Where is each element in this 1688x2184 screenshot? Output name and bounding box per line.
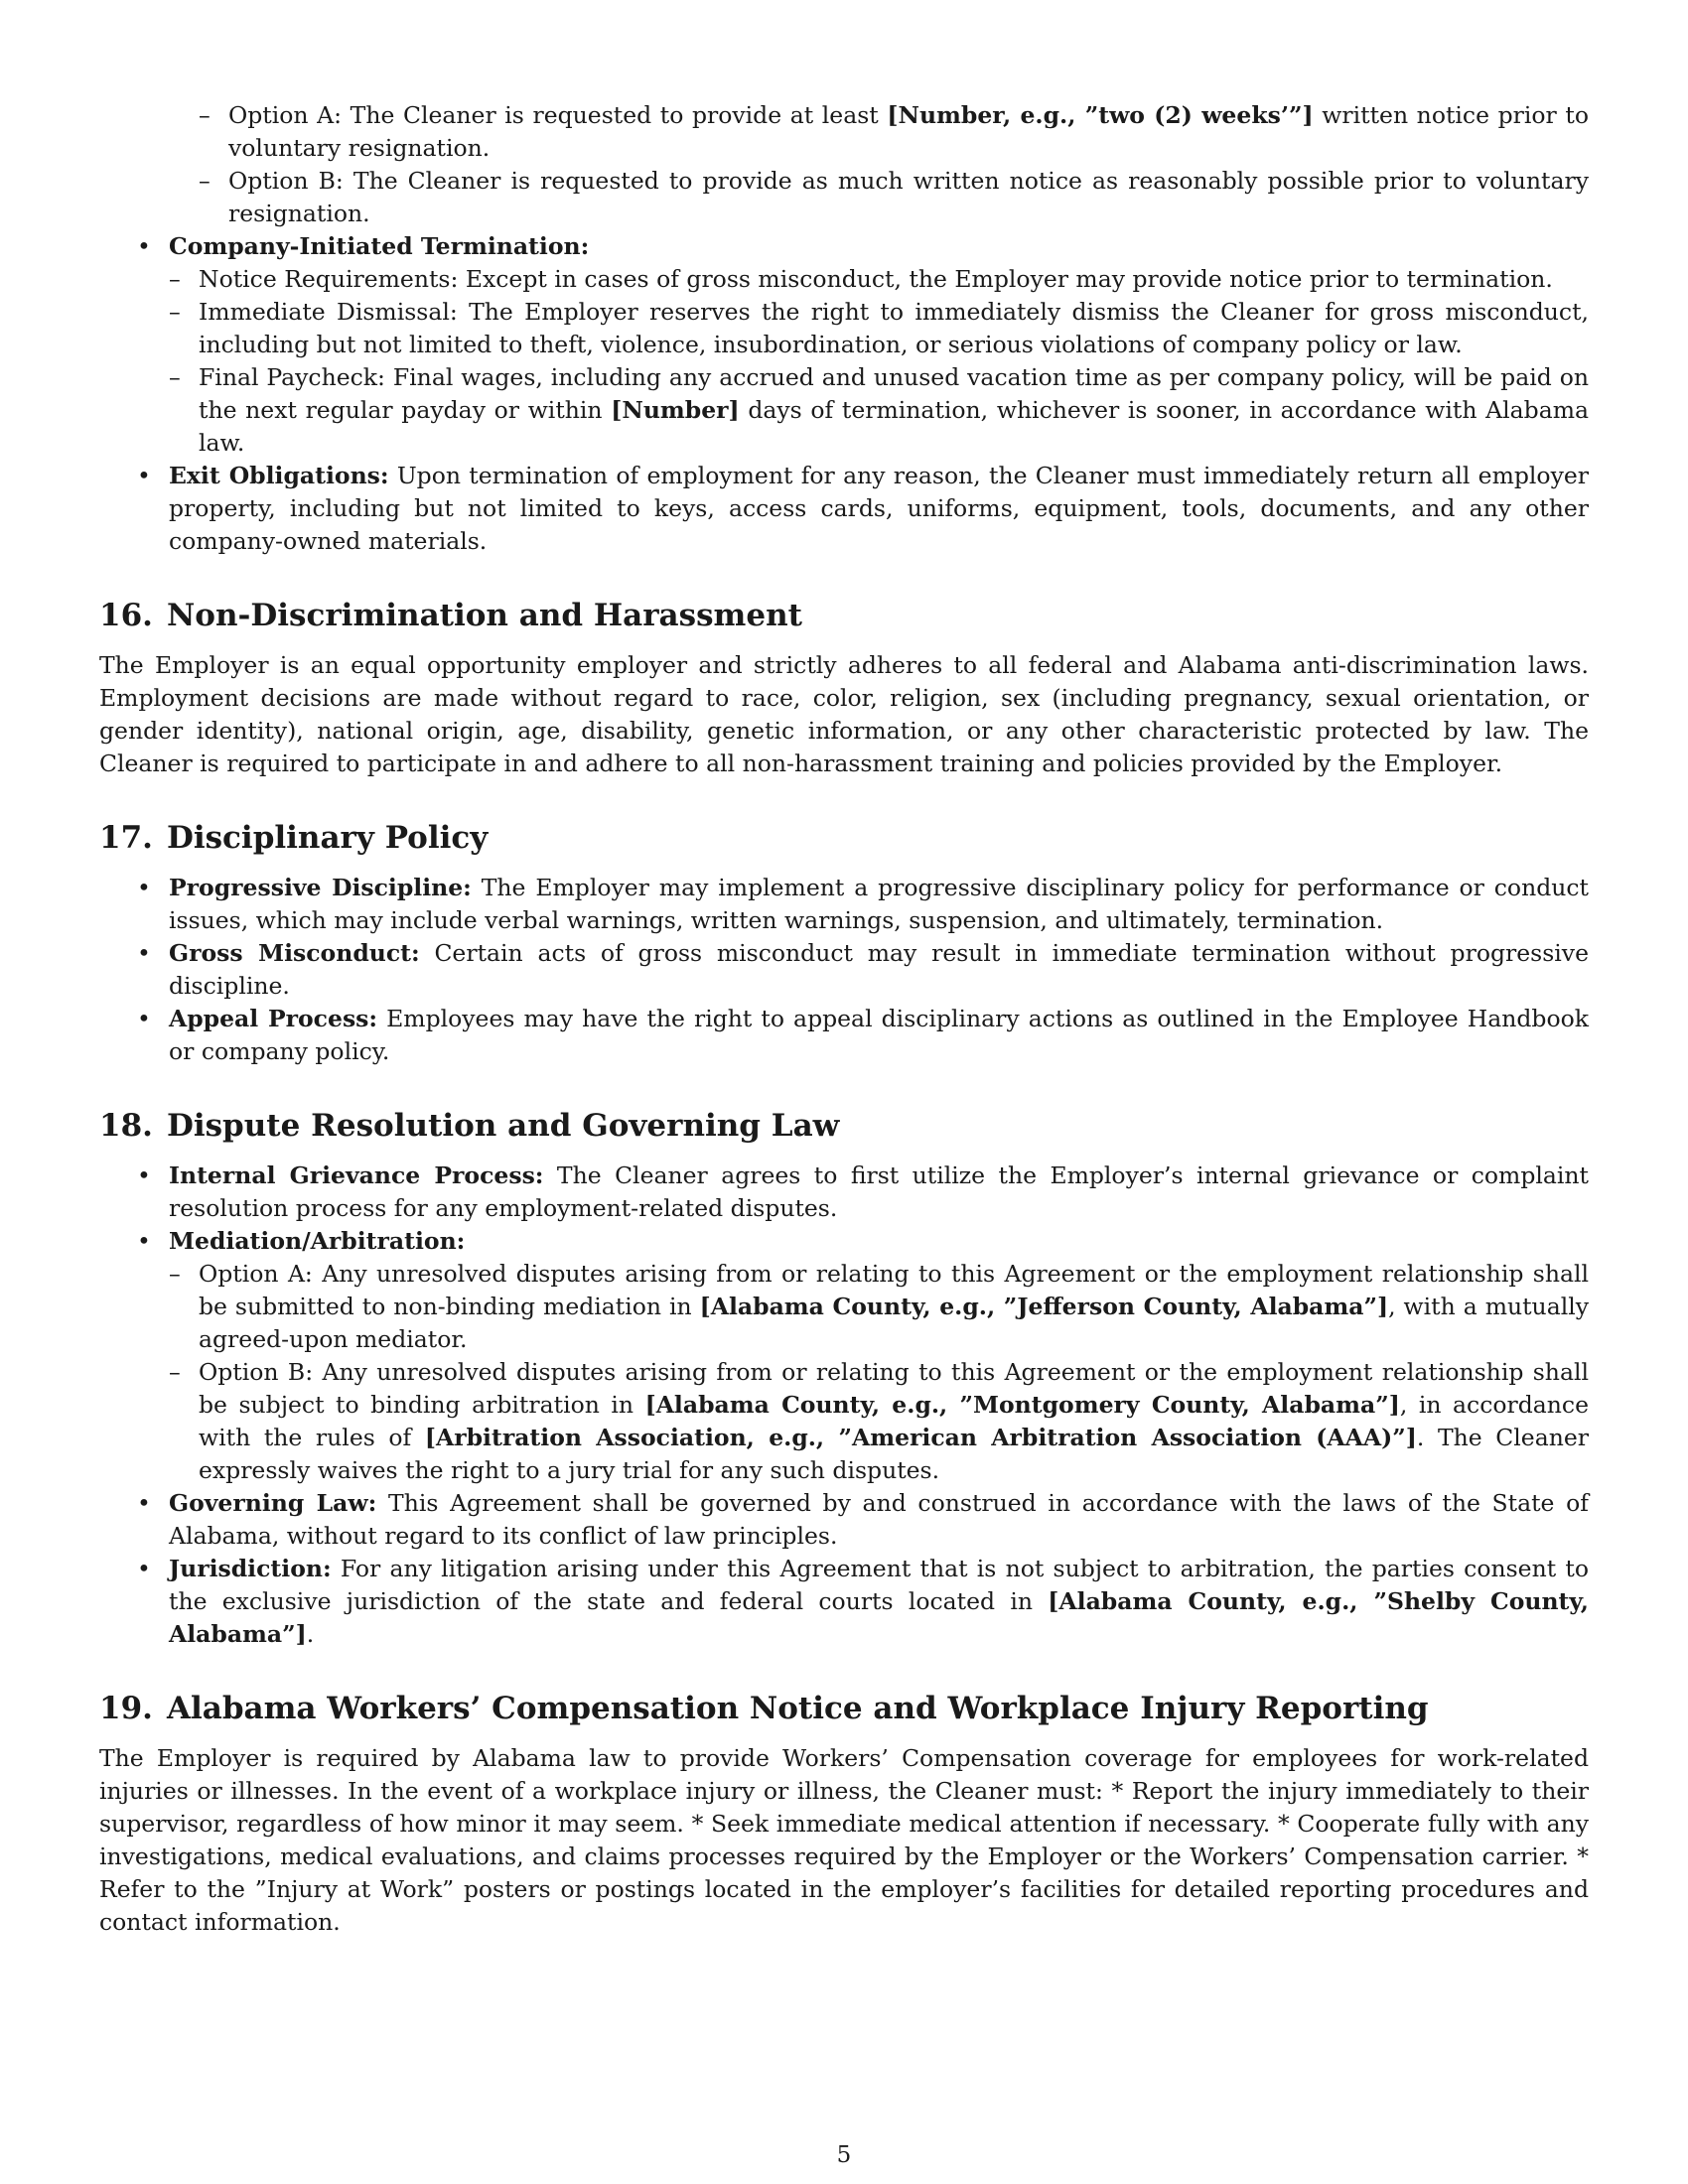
company-termination-sublist xyxy=(169,263,1589,460)
section-16-number: 16. xyxy=(99,598,153,633)
notice-requirements-text: Notice Requirements: Except in cases of gross misconduct, the Employer may provide notice prior to termination. xyxy=(199,265,1553,293)
grievance-item xyxy=(99,1160,1589,1225)
section-17-list xyxy=(99,872,1589,1068)
termination-list xyxy=(99,230,1589,558)
list-item xyxy=(99,1003,1589,1068)
list-item-label: Gross Misconduct: xyxy=(169,939,420,967)
section-18-heading xyxy=(99,1106,1589,1146)
mediation-option-b xyxy=(169,1356,1589,1487)
governing-law-text: This Agreement shall be governed by and construed in accordance with the laws of the State of Alabama, without regard to its conflict of law principles. xyxy=(169,1489,1589,1550)
mediation-option-a-text: Option A: Any unresolved disputes arising from or relating to this Agreement or the employment relationship shall be submitted to non-binding mediation in xyxy=(199,1260,1589,1320)
jurisdiction-label: Jurisdiction: xyxy=(169,1555,332,1582)
exit-obligations-text: Upon termination of employment for any reason, the Cleaner must immediately return all employer property, including but not limited to keys, access cards, uniforms, equipment, tools, documents, and any other company-owned materials. xyxy=(169,462,1589,555)
exit-obligations-label: Exit Obligations: xyxy=(169,462,389,489)
immediate-dismissal-text: Immediate Dismissal: The Employer reserves the right to immediately dismiss the Cleaner for gross misconduct, including but not limited to theft, violence, insubordination, or serious violations of company policy or law. xyxy=(199,298,1589,358)
immediate-dismissal-item xyxy=(169,296,1589,361)
resignation-option-b xyxy=(99,165,1589,230)
option-b-text: Option B: The Cleaner is requested to provide as much written notice as reasonably possible prior to voluntary resignation. xyxy=(228,167,1589,227)
section-18-number: 18. xyxy=(99,1108,153,1144)
section-19-body: The Employer is required by Alabama law to provide Workers’ Compensation coverage for employees for work-related injuries or illnesses. In the event of a workplace injury or illness, the Cleaner must: * Report the injury immediately to their supervisor, regardless of how minor it may seem. * Seek immediate medical attention if necessary. * Cooperate fully with any investigations, medical evaluations, and claims processes required by the Employer or the Workers’ Compensation carrier. * Refer to the ”Injury at Work” posters or postings located in the employer’s facilities for detailed reporting procedures and contact information. xyxy=(99,1744,1589,1936)
notice-requirements-item xyxy=(169,263,1589,296)
list-item-label: Progressive Discipline: xyxy=(169,874,472,901)
section-19-heading xyxy=(99,1689,1589,1728)
list-item xyxy=(99,937,1589,1003)
grievance-text: The Cleaner agrees to first utilize the Employer’s internal grievance or complaint resolution process for any employment-related disputes. xyxy=(169,1161,1589,1222)
page-number: 5 xyxy=(836,2142,852,2168)
grievance-label: Internal Grievance Process: xyxy=(169,1161,544,1189)
governing-law-label: Governing Law: xyxy=(169,1489,377,1517)
section-19-number: 19. xyxy=(99,1691,153,1726)
company-termination-label: Company-Initiated Termination: xyxy=(169,232,590,260)
section-16-title: Non-Discrimination and Harassment xyxy=(166,598,802,633)
mediation-option-a xyxy=(169,1258,1589,1356)
section-17-title: Disciplinary Policy xyxy=(166,820,489,856)
mediation-sublist xyxy=(169,1258,1589,1487)
list-item-text: Certain acts of gross misconduct may result in immediate termination without progressive discipline. xyxy=(169,939,1589,1000)
jurisdiction-text: For any litigation arising under this Agreement that is not subject to arbitration, the parties consent to the exclusive jurisdiction of the state and federal courts located in xyxy=(169,1555,1589,1615)
document-page xyxy=(99,99,1589,1939)
option-a-text-end: written notice prior to voluntary resignation. xyxy=(228,101,1589,162)
final-paycheck-text: Final Paycheck: Final wages, including any accrued and unused vacation time as per company policy, will be paid on the next regular payday or within xyxy=(199,363,1589,424)
governing-law-item xyxy=(99,1487,1589,1553)
section-18-title: Dispute Resolution and Governing Law xyxy=(166,1108,840,1144)
section-16-body: The Employer is an equal opportunity employer and strictly adheres to all federal and Alabama anti-discrimination laws. Employment decisions are made without regard to race, color, religion, sex (including pregnancy, sexual orientation, or gender identity), national origin, age, disability, genetic information, or any other characteristic protected by law. The Cleaner is required to participate in and adhere to all non-harassment training and policies provided by the Employer. xyxy=(99,651,1589,777)
section-16-heading xyxy=(99,596,1589,635)
mediation-option-b-text: Option B: Any unresolved disputes arising from or relating to this Agreement or the employment relationship shall be subject to binding arbitration in xyxy=(199,1358,1589,1419)
company-termination-item xyxy=(99,230,1589,460)
final-paycheck-text-end: days of termination, whichever is sooner, in accordance with Alabama law. xyxy=(199,396,1590,457)
mediation-option-b-text-mid: , in accordance with the rules of xyxy=(199,1391,1589,1451)
list-item-text: The Employer may implement a progressive disciplinary policy for performance or conduct issues, which may include verbal warnings, written warnings, suspension, and ultimately, termination. xyxy=(169,874,1589,934)
option-a-text: Option A: The Cleaner is requested to provide at least xyxy=(228,101,888,129)
jurisdiction-placeholder: [Alabama County, e.g., ”Shelby County, Alabama”] xyxy=(169,1587,1589,1648)
section-18-list xyxy=(99,1160,1589,1651)
final-paycheck-placeholder: [Number] xyxy=(611,396,740,424)
mediation-option-b-association-placeholder: [Arbitration Association, e.g., ”American Arbitration Association (AAA)”] xyxy=(424,1424,1417,1451)
section-17-number: 17. xyxy=(99,820,153,856)
mediation-label: Mediation/Arbitration: xyxy=(169,1227,466,1255)
option-a-placeholder: [Number, e.g., ”two (2) weeks’”] xyxy=(887,101,1314,129)
final-paycheck-item xyxy=(169,361,1589,460)
section-19-title: Alabama Workers’ Compensation Notice and Workplace Injury Reporting xyxy=(166,1691,1429,1726)
jurisdiction-item xyxy=(99,1553,1589,1651)
mediation-option-b-text-end: . The Cleaner expressly waives the right to a jury trial for any such disputes. xyxy=(199,1424,1589,1484)
jurisdiction-text-end: . xyxy=(306,1620,315,1648)
mediation-option-a-placeholder: [Alabama County, e.g., ”Jefferson County, Alabama”] xyxy=(699,1293,1389,1320)
resignation-option-a xyxy=(99,99,1589,165)
resignation-options-list xyxy=(99,99,1589,230)
mediation-option-b-county-placeholder: [Alabama County, e.g., ”Montgomery County, Alabama”] xyxy=(644,1391,1400,1419)
section-17-heading xyxy=(99,818,1589,858)
list-item-text: Employees may have the right to appeal disciplinary actions as outlined in the Employee Handbook or company policy. xyxy=(169,1005,1589,1065)
list-item-label: Appeal Process: xyxy=(169,1005,378,1032)
list-item xyxy=(99,872,1589,937)
mediation-option-a-text-end: , with a mutually agreed-upon mediator. xyxy=(199,1293,1590,1353)
mediation-item xyxy=(99,1225,1589,1487)
exit-obligations-item xyxy=(99,460,1589,558)
